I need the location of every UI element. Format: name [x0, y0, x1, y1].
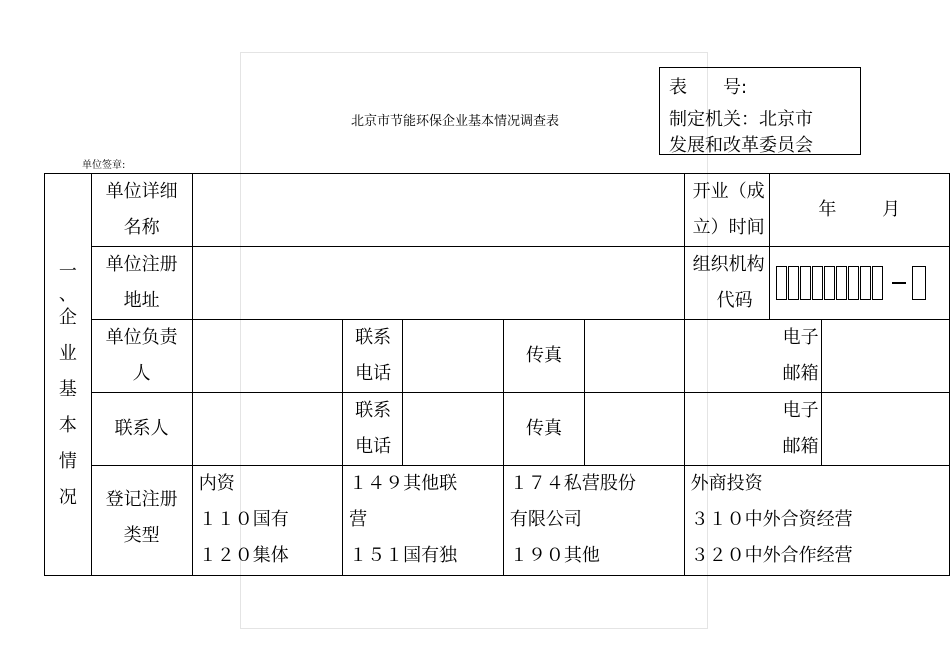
- unit-name-field[interactable]: [192, 174, 684, 247]
- org-code-label: 组织机构 代码: [684, 247, 769, 320]
- form-title: 北京市节能环保企业基本情况调查表: [350, 114, 559, 129]
- phone-field-2[interactable]: [402, 393, 503, 466]
- seal-label: 单位签章:: [82, 160, 126, 171]
- form-number-label: 表 号:: [669, 77, 748, 98]
- phone-label-2: 联系 电话: [343, 393, 403, 466]
- address-label: 单位注册 地址: [91, 247, 192, 320]
- contact-field[interactable]: [192, 393, 342, 466]
- open-date-field[interactable]: [769, 174, 949, 247]
- type-col-private: １７４私营股份 有限公司 １９０其他: [503, 466, 684, 576]
- phone-label: 联系 电话: [343, 320, 403, 393]
- phone-field[interactable]: [402, 320, 503, 393]
- head-person-field[interactable]: [192, 320, 342, 393]
- fax-field[interactable]: [585, 320, 685, 393]
- type-col-foreign: 外商投资 ３１０中外合资经营 ３２０中外合作经营: [684, 466, 949, 576]
- fax-label-2: 传真: [503, 393, 584, 466]
- org-code-field[interactable]: [769, 247, 949, 320]
- section-title: 一 、 企 业 基 本 情 况: [45, 174, 92, 576]
- address-field[interactable]: [192, 247, 684, 320]
- month-label: 月: [882, 199, 901, 220]
- registration-type-label: 登记注册 类型: [91, 466, 192, 576]
- open-date-label: 开业（成 立）时间: [684, 174, 769, 247]
- email-field[interactable]: [821, 320, 949, 393]
- type-col-domestic: 内资 １１０国有 １２０集体: [192, 466, 342, 576]
- year-label: 年: [818, 199, 837, 220]
- type-col-joint: １４９其他联 营 １５１国有独: [343, 466, 504, 576]
- contact-label: 联系人: [91, 393, 192, 466]
- email-label: 电子 邮箱: [684, 320, 821, 393]
- unit-name-label: 单位详细 名称: [91, 174, 192, 247]
- authority-line-2: 发展和改革委员会: [669, 135, 813, 156]
- survey-table: [44, 173, 950, 576]
- email-field-2[interactable]: [821, 393, 949, 466]
- authority-line-1: 制定机关：北京市: [669, 109, 813, 130]
- head-person-label: 单位负责 人: [91, 320, 192, 393]
- email-label-2: 电子 邮箱: [684, 393, 821, 466]
- form-meta-box: [659, 67, 861, 155]
- fax-label: 传真: [503, 320, 584, 393]
- fax-field-2[interactable]: [585, 393, 685, 466]
